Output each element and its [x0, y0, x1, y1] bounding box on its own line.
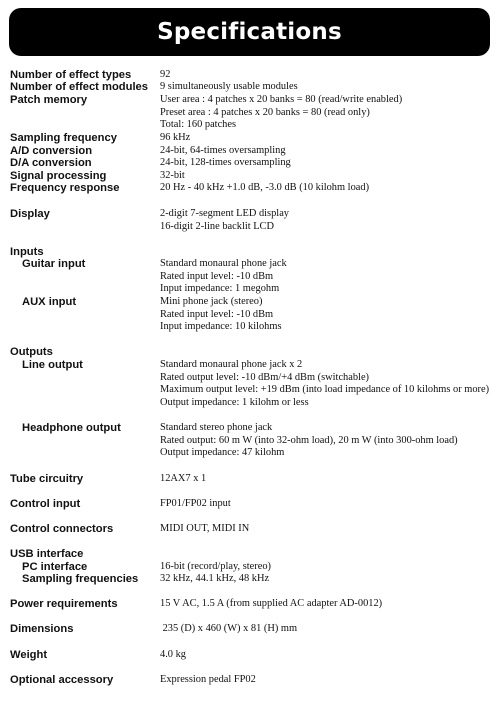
spec-value-line: Standard monaural phone jack x 2 [160, 359, 303, 370]
spec-value-display [160, 208, 496, 233]
spec-label-control-connectors: Control connectors [10, 523, 114, 535]
spec-value-line-output [160, 359, 496, 409]
spec-value-da-conversion [160, 157, 496, 170]
spec-label-tube-circuitry: Tube circuitry [10, 473, 84, 485]
spec-value-line: Maximum output level: +19 dBm (into load impedance of 10 kilohms or more) [160, 384, 490, 396]
spec-value-line: 2-digit 7-segment LED display [160, 208, 289, 219]
spec-value-sampling-frequency [160, 132, 496, 145]
spec-value-line: 24-bit, 128-times oversampling [160, 157, 291, 168]
spec-value-line: Rated output: 60 m W (into 32-ohm load), 20 m W (into 300-ohm load) [160, 434, 458, 446]
spec-value-line: Total: 160 patches [160, 119, 237, 131]
spec-label-outputs: Outputs [10, 346, 53, 358]
spec-value-control-connectors [160, 523, 496, 536]
spec-value-line: 92 [160, 69, 171, 80]
spec-label-power-requirements: Power requirements [10, 598, 118, 610]
spec-value-line: 32 kHz, 44.1 kHz, 48 kHz [160, 573, 270, 584]
spec-label-patch-memory: Patch memory [10, 94, 88, 106]
spec-value-line: 20 Hz - 40 kHz +1.0 dB, -3.0 dB (10 kilohm load) [160, 182, 370, 193]
spec-label-usb-interface: USB interface [10, 548, 84, 560]
spec-value-ad-conversion [160, 145, 496, 158]
spec-value-optional-accessory [160, 674, 496, 687]
spec-label-da-conversion: D/A conversion [10, 157, 92, 169]
spec-value-line: 235 (D) x 460 (W) x 81 (H) mm [160, 623, 298, 634]
spec-value-sampling-frequencies [160, 573, 496, 586]
spec-value-line: FP01/FP02 input [160, 498, 231, 509]
spec-value-line: Standard stereo phone jack [160, 422, 273, 433]
page-title: Specifications [9, 8, 490, 56]
spec-label-control-input: Control input [10, 498, 81, 510]
spec-value-signal-processing [160, 170, 496, 183]
spec-value-guitar-input [160, 258, 496, 296]
spec-label-display: Display [10, 208, 50, 220]
spec-value-line: Mini phone jack (stereo) [160, 296, 263, 307]
spec-label-headphone-output: Headphone output [22, 422, 121, 434]
spec-value-line: 16-bit (record/play, stereo) [160, 561, 271, 572]
spec-value-effect-modules [160, 81, 496, 94]
spec-value-control-input [160, 498, 496, 511]
spec-value-line: MIDI OUT, MIDI IN [160, 523, 250, 534]
spec-value-patch-memory [160, 94, 496, 132]
spec-value-line: 15 V AC, 1.5 A (from supplied AC adapter AD-0012) [160, 598, 383, 609]
spec-label-effect-modules: Number of effect modules [10, 81, 148, 93]
spec-value-effect-types [160, 69, 496, 82]
spec-value-weight [160, 649, 496, 662]
spec-value-line: 16-digit 2-line backlit LCD [160, 220, 274, 232]
spec-label-sampling-frequency: Sampling frequency [10, 132, 117, 144]
spec-label-aux-input: AUX input [22, 296, 77, 308]
spec-value-pc-interface [160, 561, 496, 574]
spec-value-frequency-response [160, 182, 496, 195]
spec-label-pc-interface: PC interface [22, 561, 88, 573]
spec-label-frequency-response: Frequency response [10, 182, 120, 194]
spec-value-line: 32-bit [160, 170, 185, 181]
spec-value-line: Expression pedal FP02 [160, 674, 256, 685]
spec-value-line: Standard monaural phone jack [160, 258, 287, 269]
spec-value-headphone-output [160, 422, 496, 460]
spec-value-line: 96 kHz [160, 132, 191, 143]
spec-label-ad-conversion: A/D conversion [10, 145, 93, 157]
spec-value-power-requirements [160, 598, 496, 611]
spec-value-line: 9 simultaneously usable modules [160, 81, 298, 92]
spec-value-dimensions [160, 623, 496, 636]
spec-value-line: Rated output level: -10 dBm/+4 dBm (switchable) [160, 371, 370, 383]
spec-label-line-output: Line output [22, 359, 83, 371]
spec-label-effect-types: Number of effect types [10, 69, 132, 81]
spec-value-line: User area : 4 patches x 20 banks = 80 (read/write enabled) [160, 94, 403, 105]
spec-label-weight: Weight [10, 649, 48, 661]
spec-value-line: Rated input level: -10 dBm [160, 308, 274, 320]
spec-label-signal-processing: Signal processing [10, 170, 107, 182]
spec-value-line: Rated input level: -10 dBm [160, 270, 274, 282]
spec-value-aux-input [160, 296, 496, 334]
spec-label-dimensions: Dimensions [10, 623, 74, 635]
spec-value-line: 4.0 kg [160, 649, 186, 660]
spec-label-optional-accessory: Optional accessory [10, 674, 114, 686]
spec-value-line: 24-bit, 64-times oversampling [160, 145, 286, 156]
spec-label-inputs: Inputs [10, 246, 44, 258]
spec-label-sampling-frequencies: Sampling frequencies [22, 573, 139, 585]
spec-value-tube-circuitry [160, 473, 496, 486]
spec-value-line: 12AX7 x 1 [160, 473, 207, 484]
spec-value-line: Input impedance: 10 kilohms [160, 321, 282, 333]
spec-value-line: Preset area : 4 patches x 20 banks = 80 (read only) [160, 106, 370, 118]
spec-value-line: Input impedance: 1 megohm [160, 283, 280, 295]
spec-label-guitar-input: Guitar input [22, 258, 86, 270]
spec-value-line: Output impedance: 1 kilohm or less [160, 396, 309, 408]
spec-value-line: Output impedance: 47 kilohm [160, 447, 285, 459]
